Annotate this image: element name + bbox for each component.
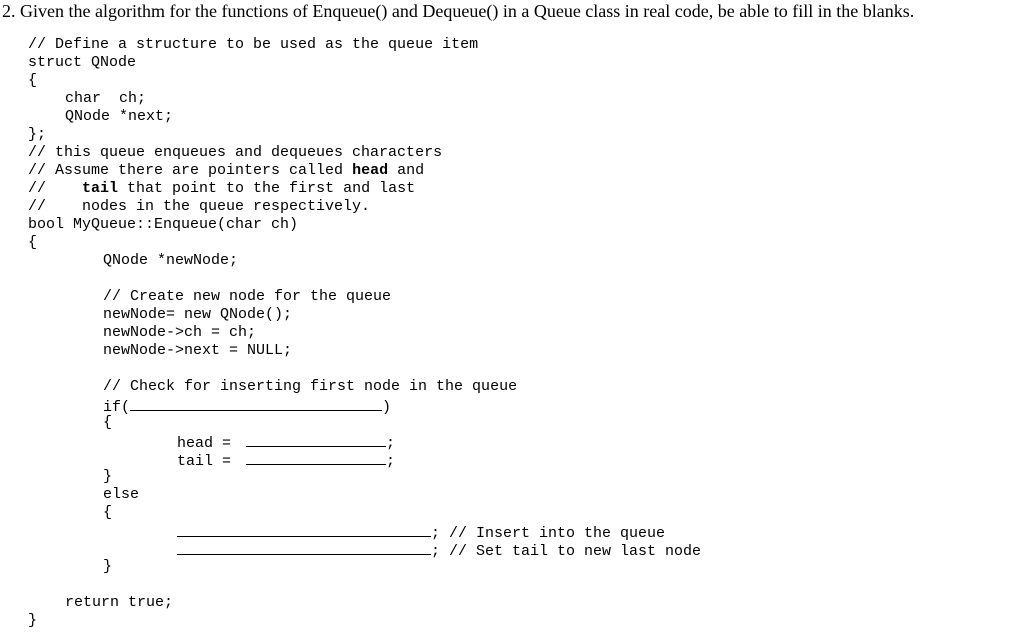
comment-queue-purpose: // this queue enqueues and dequeues characters [28,144,443,161]
comment-tail-pointer [28,180,415,198]
set-tail-blank[interactable] [177,540,431,555]
newnode-declaration: QNode *newNode; [103,252,239,269]
comment-check-first-node: // Check for inserting first node in the queue [103,378,518,395]
newnode-set-next: newNode->next = NULL; [103,342,293,359]
comment-create-node: // Create new node for the queue [103,288,392,305]
head-value-blank[interactable] [246,432,386,447]
semicolon: ; [386,453,396,470]
head-label: head = [177,435,241,452]
comment-insert-queue: ; // Insert into the queue [431,525,666,542]
tail-label: tail = [177,453,241,470]
if-close: ) [382,399,392,416]
if-open-brace: { [103,414,113,431]
tail-assignment [177,450,395,471]
question-prompt: 2. Given the algorithm for the functions of Enqueue() and Dequeue() in a Queue class in real code, be able to fill in the blanks. [2,1,915,21]
comment-text: // Assume there are pointers called [28,162,353,179]
function-open-brace: { [28,234,38,251]
else-close-brace: } [103,558,113,575]
comment-text: and [388,162,425,179]
comment-set-tail: ; // Set tail to new last node [431,543,702,560]
function-close-brace: } [28,612,38,629]
struct-close-brace: }; [28,126,47,143]
if-condition-blank[interactable] [130,396,382,411]
comment-define-structure: // Define a structure to be used as the queue item [28,36,479,53]
struct-declaration: struct QNode [28,54,137,71]
else-keyword: else [103,486,140,503]
insert-blank[interactable] [177,522,431,537]
newnode-set-ch: newNode->ch = ch; [103,324,257,341]
comment-text: that point to the first and last [118,180,416,197]
if-close-brace: } [103,468,113,485]
else-open-brace: { [103,504,113,521]
if-open: if( [103,399,131,416]
head-keyword: head [352,162,389,179]
field-next-pointer: QNode *next; [65,108,174,125]
set-tail-statement [177,540,701,561]
field-char-ch: char ch; [65,90,147,107]
comment-nodes-respectively: // nodes in the queue respectively. [28,198,371,215]
tail-value-blank[interactable] [246,450,386,465]
semicolon: ; [386,435,396,452]
comment-assume-pointers [28,162,424,180]
if-statement [103,396,391,417]
newnode-allocation: newNode= new QNode(); [103,306,293,323]
tail-keyword: tail [82,180,119,197]
struct-open-brace: { [28,72,38,89]
comment-text: // [28,180,83,197]
return-statement: return true; [65,594,174,611]
function-signature: bool MyQueue::Enqueue(char ch) [28,216,299,233]
